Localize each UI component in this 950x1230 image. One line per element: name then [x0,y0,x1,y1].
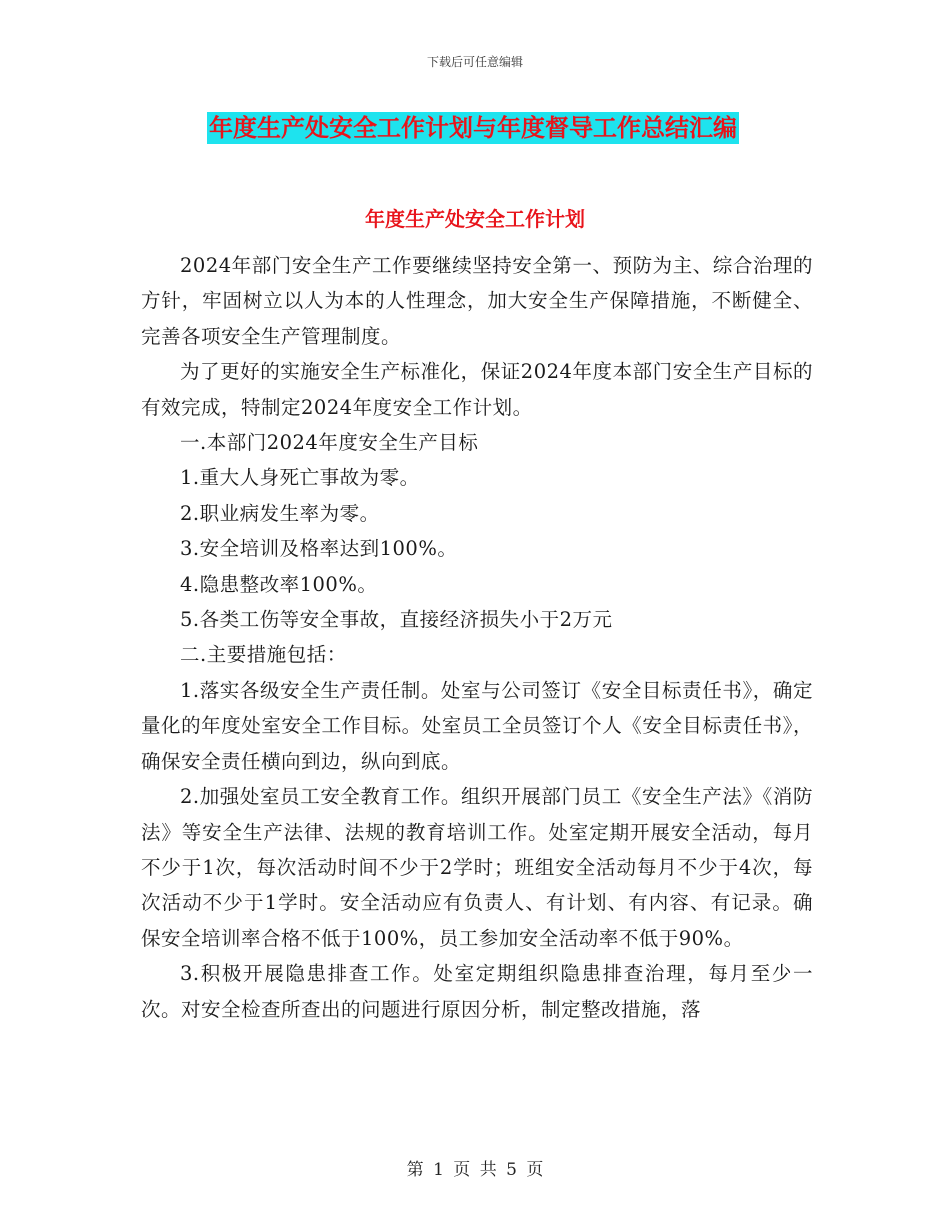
heading-goals: 一.本部门2024年度安全生产目标 [180,431,479,455]
section-title: 年度生产处安全工作计划 [365,207,585,231]
heading-measures: 二.主要措施包括： [180,643,347,667]
document-title: 年度生产处安全工作计划与年度督导工作总结汇编 [209,114,737,142]
header-note: 下载后可任意编辑 [426,55,523,69]
goal-item: 3.安全培训及格率达到100%。 [180,537,458,561]
goal-item: 5.各类工伤等安全事故，直接经济损失小于2万元 [180,608,613,632]
measure-item: 2.加强处室员工安全教育工作。组织开展部门员工《安全生产法》《消防法》等安全生产法律、法规的教育培训工作。处室定期开展安全活动，每月不少于1次，每次活动时间不少于2学时；班组安全活动每月不少于4次，每次活动不少于1学时。安全活动应有负责人、有计划、有内容、有记录。确保安全培训率合格不低于100%，员工参加安全活动率不低于90%。 [141,785,813,950]
measure-item: 3.积极开展隐患排查工作。处室定期组织隐患排查治理，每月至少一次。对安全检查所查出的问题进行原因分析，制定整改措施，落 [141,962,813,1021]
measure-item: 1.落实各级安全生产责任制。处室与公司签订《安全目标责任书》，确定量化的年度处室安全工作目标。处室员工全员签订个人《安全目标责任书》，确保安全责任横向到边，纵向到底。 [141,678,813,773]
paragraph-intro: 2024年部门安全生产工作要继续坚持安全第一、预防为主、综合治理的方针，牢固树立以人为本的人性理念，加大安全生产保障措施，不断健全、完善各项安全生产管理制度。 [141,254,813,348]
goal-item: 2.职业病发生率为零。 [180,501,380,525]
goal-item: 1.重大人身死亡事故为零。 [180,466,420,490]
document-body [141,248,813,1027]
page-footer: 第 1 页 共 5 页 [406,1160,544,1180]
paragraph-purpose: 为了更好的实施安全生产标准化，保证2024年度本部门安全生产目标的有效完成，特制定2024年度安全工作计划。 [141,360,813,419]
goal-item: 4.隐患整改率100%。 [180,572,378,596]
